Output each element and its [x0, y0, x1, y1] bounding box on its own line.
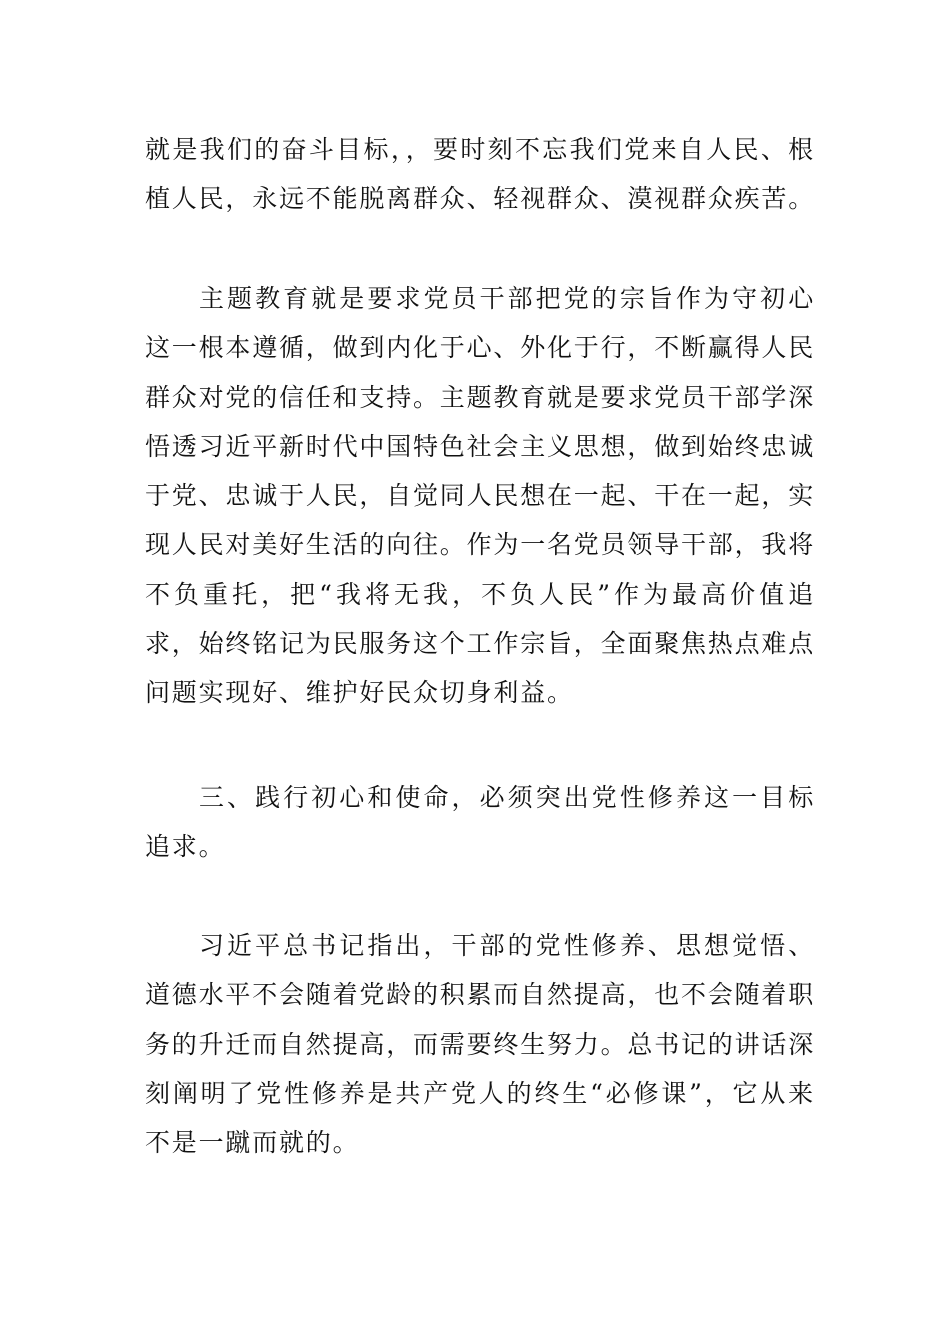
paragraph-continuation: 就是我们的奋斗目标，，要时刻不忘我们党来自人民、根植人民，永远不能脱离群众、轻视群众、漠视群众疾苦。	[145, 135, 816, 214]
section-heading-three: 三、践行初心和使命，必须突出党性修养这一目标追求。	[145, 783, 815, 862]
paragraph-party-spirit: 习近平总书记指出，干部的党性修养、思想觉悟、道德水平不会随着党龄的积累而自然提高，也不会随着职务的升迁而自然提高，而需要终生努力。总书记的讲话深刻阐明了党性修养是共产党人的终生“必修课”，它从来不是一蹴而就的。	[145, 931, 816, 1158]
paragraph-theme-education: 主题教育就是要求党员干部把党的宗旨作为守初心这一根本遵循，做到内化于心、外化于行，不断赢得人民群众对党的信任和支持。主题教育就是要求党员干部学深悟透习近平新时代中国特色社会主义思想，做到始终忠诚于党、忠诚于人民，自觉同人民想在一起、干在一起，实现人民对美好生活的向往。作为一名党员领导干部，我将不负重托，把“我将无我，不负人民”作为最高价值追求，始终铭记为民服务这个工作宗旨，全面聚焦热点难点问题实现好、维护好民众切身利益。	[145, 284, 816, 708]
